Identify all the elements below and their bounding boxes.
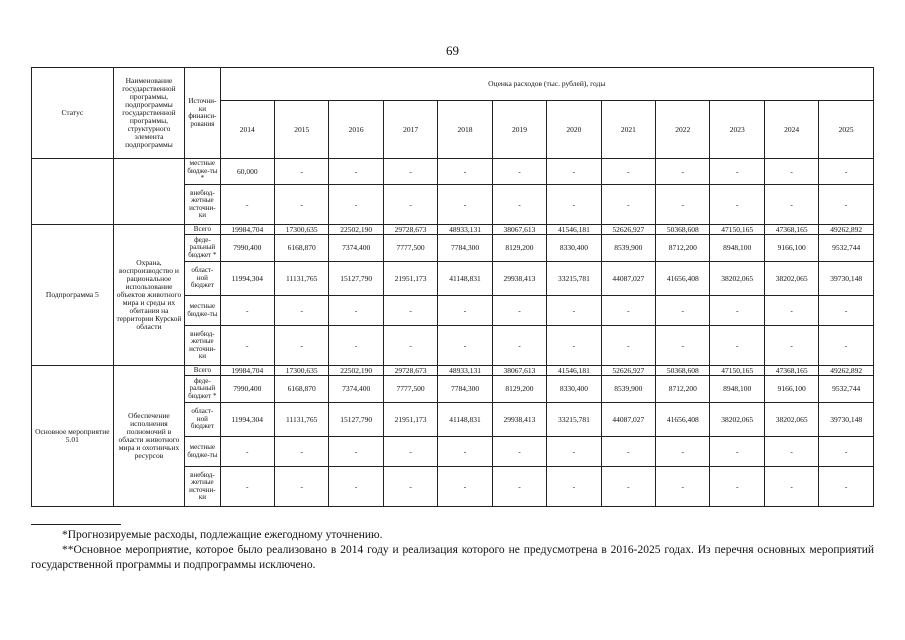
value-cell: 6168,870 bbox=[274, 235, 328, 262]
value-cell: - bbox=[438, 159, 492, 185]
source-cell: внебюд-жетные источни-ки bbox=[185, 326, 220, 366]
subprogram-name-cell: Охрана, воспроизводство и рациональное использование объектов животного мира и среды их обитания на территории Курской области bbox=[113, 225, 185, 366]
value-cell: 41546,181 bbox=[547, 366, 601, 376]
value-cell: - bbox=[710, 159, 764, 185]
value-cell: 47368,165 bbox=[764, 225, 818, 235]
value-cell: 9532,744 bbox=[819, 235, 874, 262]
value-cell: - bbox=[601, 185, 655, 225]
value-cell: - bbox=[329, 185, 383, 225]
value-cell: - bbox=[656, 159, 710, 185]
value-cell: 38202,065 bbox=[764, 403, 818, 437]
value-cell: - bbox=[656, 326, 710, 366]
value-cell: - bbox=[492, 467, 546, 507]
header-year: 2014 bbox=[220, 101, 274, 159]
value-cell: 47150,165 bbox=[710, 366, 764, 376]
value-cell: 9532,744 bbox=[819, 376, 874, 403]
value-cell: 49262,892 bbox=[819, 225, 874, 235]
header-row-top bbox=[32, 68, 874, 101]
value-cell: - bbox=[438, 296, 492, 326]
value-cell: 44087,027 bbox=[601, 262, 655, 296]
value-cell: - bbox=[329, 437, 383, 467]
value-cell: - bbox=[547, 326, 601, 366]
value-cell: 8330,400 bbox=[547, 376, 601, 403]
value-cell: 8539,900 bbox=[601, 235, 655, 262]
value-cell: 44087,027 bbox=[601, 403, 655, 437]
value-cell: - bbox=[601, 159, 655, 185]
source-cell: област-ной бюджет bbox=[185, 262, 220, 296]
value-cell: 9166,100 bbox=[764, 376, 818, 403]
value-cell: - bbox=[329, 296, 383, 326]
value-cell: 38067,613 bbox=[492, 225, 546, 235]
value-cell: - bbox=[764, 296, 818, 326]
value-cell: - bbox=[764, 159, 818, 185]
table-row bbox=[32, 159, 874, 185]
source-cell: местные бюдже-ты bbox=[185, 296, 220, 326]
value-cell: - bbox=[383, 159, 437, 185]
value-cell: - bbox=[656, 185, 710, 225]
value-cell: 11994,304 bbox=[220, 262, 274, 296]
value-cell: - bbox=[274, 326, 328, 366]
value-cell: - bbox=[547, 185, 601, 225]
value-cell: - bbox=[547, 467, 601, 507]
value-cell: - bbox=[547, 159, 601, 185]
value-cell: - bbox=[383, 467, 437, 507]
value-cell: - bbox=[383, 326, 437, 366]
value-cell: - bbox=[492, 185, 546, 225]
value-cell: - bbox=[710, 326, 764, 366]
value-cell: - bbox=[329, 159, 383, 185]
header-year: 2016 bbox=[329, 101, 383, 159]
value-cell: 6168,870 bbox=[274, 376, 328, 403]
value-cell: - bbox=[547, 296, 601, 326]
value-cell: 41148,831 bbox=[438, 262, 492, 296]
value-cell: 9166,100 bbox=[764, 235, 818, 262]
value-cell: 50368,608 bbox=[656, 366, 710, 376]
value-cell: 48933,131 bbox=[438, 366, 492, 376]
budget-table bbox=[31, 67, 874, 507]
header-year: 2015 bbox=[274, 101, 328, 159]
value-cell: 7374,400 bbox=[329, 376, 383, 403]
value-cell: 33215,781 bbox=[547, 403, 601, 437]
value-cell: 48933,131 bbox=[438, 225, 492, 235]
value-cell: 8129,200 bbox=[492, 235, 546, 262]
table-row bbox=[32, 366, 874, 376]
value-cell: 39730,148 bbox=[819, 262, 874, 296]
value-cell: - bbox=[710, 296, 764, 326]
value-cell: 29938,413 bbox=[492, 403, 546, 437]
value-cell: - bbox=[601, 326, 655, 366]
source-cell: местные бюдже-ты bbox=[185, 437, 220, 467]
value-cell: - bbox=[764, 437, 818, 467]
header-source: Источни-ки финанси-рования bbox=[185, 68, 220, 159]
value-cell: 7784,300 bbox=[438, 376, 492, 403]
header-year: 2019 bbox=[492, 101, 546, 159]
value-cell: 21951,173 bbox=[383, 403, 437, 437]
value-cell: - bbox=[656, 437, 710, 467]
value-cell: 41656,408 bbox=[656, 403, 710, 437]
value-cell: - bbox=[438, 185, 492, 225]
source-cell: местные бюдже-ты * bbox=[185, 159, 220, 185]
source-cell: феде-ральный бюджет * bbox=[185, 376, 220, 403]
value-cell: 52626,927 bbox=[601, 225, 655, 235]
name-cell-empty bbox=[113, 159, 185, 225]
value-cell: - bbox=[220, 296, 274, 326]
value-cell: 7777,500 bbox=[383, 235, 437, 262]
value-cell: - bbox=[438, 467, 492, 507]
value-cell: 8539,900 bbox=[601, 376, 655, 403]
source-cell: Всего bbox=[185, 225, 220, 235]
value-cell: 38202,065 bbox=[764, 262, 818, 296]
value-cell: 8712,200 bbox=[656, 235, 710, 262]
value-cell: 7374,400 bbox=[329, 235, 383, 262]
value-cell: 38202,065 bbox=[710, 262, 764, 296]
value-cell: - bbox=[656, 296, 710, 326]
value-cell: 8948,100 bbox=[710, 235, 764, 262]
value-cell: - bbox=[492, 296, 546, 326]
value-cell: 60,000 bbox=[220, 159, 274, 185]
value-cell: 17300,635 bbox=[274, 225, 328, 235]
footnote-rule bbox=[31, 524, 121, 525]
value-cell: - bbox=[819, 185, 874, 225]
value-cell: 39730,148 bbox=[819, 403, 874, 437]
value-cell: 11994,304 bbox=[220, 403, 274, 437]
source-cell: Всего bbox=[185, 366, 220, 376]
value-cell: 17300,635 bbox=[274, 366, 328, 376]
value-cell: - bbox=[383, 185, 437, 225]
value-cell: - bbox=[274, 296, 328, 326]
source-cell: област-ной бюджет bbox=[185, 403, 220, 437]
header-year: 2022 bbox=[656, 101, 710, 159]
value-cell: 52626,927 bbox=[601, 366, 655, 376]
value-cell: - bbox=[492, 437, 546, 467]
value-cell: 29938,413 bbox=[492, 262, 546, 296]
value-cell: - bbox=[492, 159, 546, 185]
value-cell: - bbox=[274, 159, 328, 185]
header-year: 2021 bbox=[601, 101, 655, 159]
value-cell: 38202,065 bbox=[710, 403, 764, 437]
value-cell: - bbox=[601, 296, 655, 326]
header-year: 2023 bbox=[710, 101, 764, 159]
value-cell: 8330,400 bbox=[547, 235, 601, 262]
value-cell: 21951,173 bbox=[383, 262, 437, 296]
value-cell: - bbox=[492, 326, 546, 366]
value-cell: - bbox=[547, 437, 601, 467]
value-cell: - bbox=[764, 185, 818, 225]
header-year: 2017 bbox=[383, 101, 437, 159]
value-cell: - bbox=[438, 326, 492, 366]
value-cell: - bbox=[220, 437, 274, 467]
value-cell: 22502,190 bbox=[329, 225, 383, 235]
header-status: Статус bbox=[32, 68, 114, 159]
value-cell: 15127,790 bbox=[329, 262, 383, 296]
value-cell: 29728,673 bbox=[383, 366, 437, 376]
value-cell: - bbox=[274, 467, 328, 507]
value-cell: - bbox=[220, 467, 274, 507]
value-cell: 41656,408 bbox=[656, 262, 710, 296]
measure-status-cell: Основное мероприятие 5.01 bbox=[32, 366, 114, 507]
value-cell: 8129,200 bbox=[492, 376, 546, 403]
value-cell: 19984,704 bbox=[220, 366, 274, 376]
value-cell: - bbox=[710, 185, 764, 225]
value-cell: - bbox=[819, 467, 874, 507]
header-estimate: Оценка расходов (тыс. рублей), годы bbox=[220, 68, 873, 101]
value-cell: - bbox=[819, 296, 874, 326]
table-body bbox=[32, 68, 874, 507]
value-cell: - bbox=[220, 326, 274, 366]
value-cell: 7777,500 bbox=[383, 376, 437, 403]
value-cell: - bbox=[764, 326, 818, 366]
value-cell: - bbox=[383, 296, 437, 326]
value-cell: - bbox=[601, 437, 655, 467]
header-year: 2018 bbox=[438, 101, 492, 159]
value-cell: 11131,765 bbox=[274, 403, 328, 437]
value-cell: - bbox=[710, 467, 764, 507]
value-cell: - bbox=[329, 467, 383, 507]
source-cell: внебюд-жетные источни-ки bbox=[185, 185, 220, 225]
value-cell: - bbox=[274, 437, 328, 467]
status-cell-empty bbox=[32, 159, 114, 225]
value-cell: 50368,608 bbox=[656, 225, 710, 235]
value-cell: 49262,892 bbox=[819, 366, 874, 376]
value-cell: - bbox=[710, 437, 764, 467]
value-cell: - bbox=[656, 467, 710, 507]
value-cell: 38067,613 bbox=[492, 366, 546, 376]
value-cell: - bbox=[764, 467, 818, 507]
value-cell: - bbox=[819, 159, 874, 185]
table-row bbox=[32, 225, 874, 235]
value-cell: 15127,790 bbox=[329, 403, 383, 437]
value-cell: - bbox=[220, 185, 274, 225]
header-year: 2020 bbox=[547, 101, 601, 159]
value-cell: 33215,781 bbox=[547, 262, 601, 296]
subprogram-status-cell: Подпрограмма 5 bbox=[32, 225, 114, 366]
footnote-1: *Прогнозируемые расходы, подлежащие ежегодному уточнению. bbox=[62, 529, 383, 541]
value-cell: - bbox=[601, 467, 655, 507]
measure-name-cell: Обеспечение исполнения полномочий в области животного мира и охотничьих ресурсов bbox=[113, 366, 185, 507]
value-cell: - bbox=[819, 326, 874, 366]
value-cell: 11131,765 bbox=[274, 262, 328, 296]
value-cell: - bbox=[819, 437, 874, 467]
header-year: 2025 bbox=[819, 101, 874, 159]
value-cell: 41546,181 bbox=[547, 225, 601, 235]
value-cell: 41148,831 bbox=[438, 403, 492, 437]
value-cell: 8712,200 bbox=[656, 376, 710, 403]
value-cell: 7784,300 bbox=[438, 235, 492, 262]
value-cell: 7990,400 bbox=[220, 235, 274, 262]
page-number: 69 bbox=[446, 43, 459, 58]
value-cell: - bbox=[329, 326, 383, 366]
value-cell: - bbox=[383, 437, 437, 467]
value-cell: 7990,400 bbox=[220, 376, 274, 403]
value-cell: 47150,165 bbox=[710, 225, 764, 235]
header-year: 2024 bbox=[764, 101, 818, 159]
value-cell: - bbox=[438, 437, 492, 467]
value-cell: - bbox=[274, 185, 328, 225]
value-cell: 22502,190 bbox=[329, 366, 383, 376]
value-cell: 29728,673 bbox=[383, 225, 437, 235]
footnote-2: **Основное мероприятие, которое было реализовано в 2014 году и реализация которого не предусмотрена в 2016-2025 годах. Из перечня основных мероприятий государственной программы и подпрограммы исключено. bbox=[31, 544, 874, 571]
header-name: Наименование государственной программы, подпрограммы государственной программы, структурного элемента подпрограммы bbox=[113, 68, 185, 159]
value-cell: 19984,704 bbox=[220, 225, 274, 235]
source-cell: феде-ральный бюджет * bbox=[185, 235, 220, 262]
source-cell: внебюд-жетные источни-ки bbox=[185, 467, 220, 507]
value-cell: 47368,165 bbox=[764, 366, 818, 376]
value-cell: 8948,100 bbox=[710, 376, 764, 403]
